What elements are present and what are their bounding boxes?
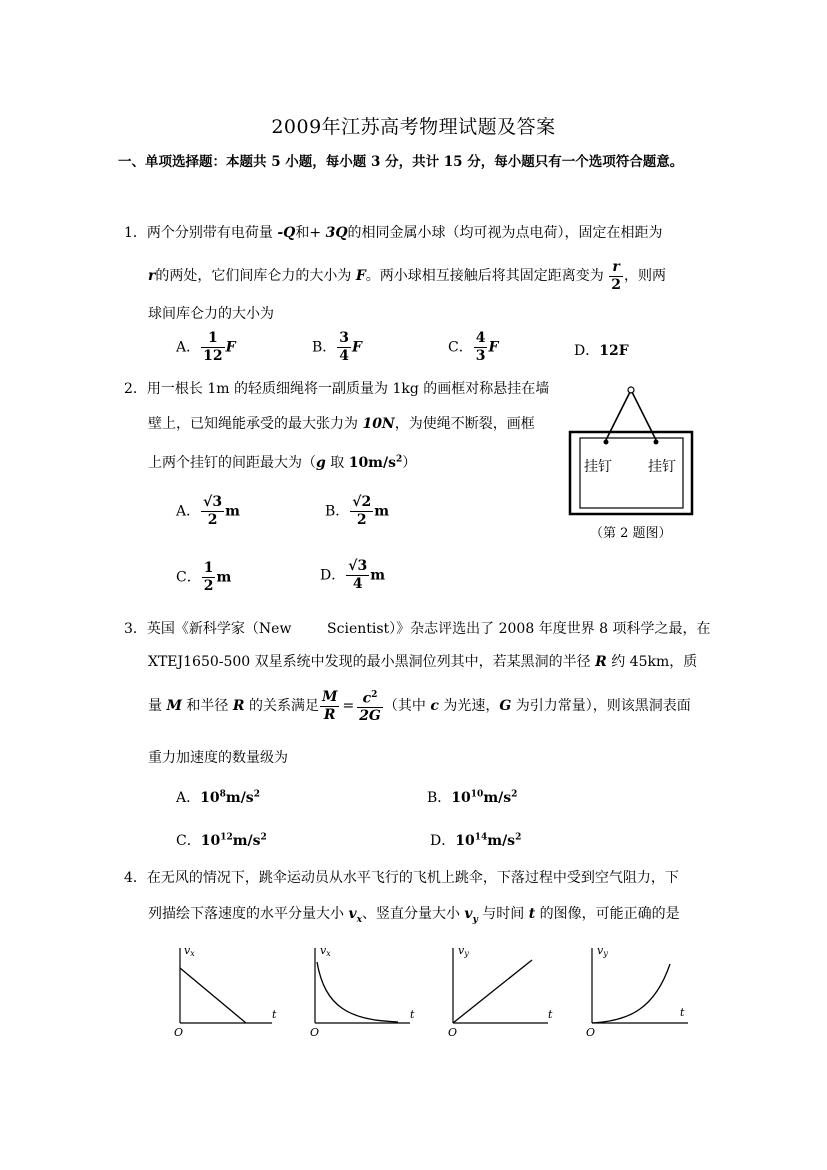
frac-denominator: 3 bbox=[475, 348, 486, 364]
q3-var-M: M bbox=[166, 698, 182, 714]
q2-text: 壁上，已知绳能承受的最大张力为 bbox=[148, 416, 363, 432]
q1-line-2 bbox=[148, 256, 666, 296]
q2-line-2 bbox=[148, 413, 535, 433]
q2-g-exponent: 2 bbox=[396, 454, 403, 465]
frac-numerator: √3 bbox=[348, 558, 368, 574]
frac-denominator: 12 bbox=[203, 348, 223, 364]
q1-text: 。两小球相互接触后将其固定距离变为 bbox=[365, 268, 609, 284]
origin-label: O bbox=[310, 1026, 320, 1038]
nail-left bbox=[604, 440, 609, 445]
unit-exponent: 2 bbox=[515, 832, 522, 843]
unit-exponent: 2 bbox=[253, 789, 260, 800]
page-title: 2009年江苏高考物理试题及答案 bbox=[271, 116, 556, 138]
radicand: 3 bbox=[357, 558, 368, 574]
option-base: 10 bbox=[455, 833, 475, 849]
q2-line-1 bbox=[124, 378, 549, 398]
var-c: c bbox=[362, 690, 372, 707]
q4-graph-4[interactable] bbox=[586, 944, 688, 1038]
option-value: 12F bbox=[599, 343, 629, 359]
frac-denominator: 2 bbox=[356, 512, 367, 528]
q3-option-b[interactable] bbox=[427, 787, 517, 807]
curve-linear-increase bbox=[453, 960, 532, 1023]
q1-option-c[interactable] bbox=[448, 330, 498, 365]
q3-eq-c2-over-2G bbox=[357, 687, 383, 726]
q3-text: 约 45km，质 bbox=[606, 654, 698, 670]
q2-var-g: g bbox=[316, 455, 326, 471]
q1-line-3: 球间库仑力的大小为 bbox=[148, 306, 274, 322]
nail-label-left: 挂钉 bbox=[584, 459, 612, 475]
frac-denominator: 2G bbox=[359, 708, 381, 725]
option-exponent: 8 bbox=[219, 789, 226, 800]
q2-text: ） bbox=[402, 455, 417, 471]
option-fraction bbox=[474, 330, 488, 365]
q3-option-a[interactable] bbox=[176, 787, 260, 807]
frac-denominator: 4 bbox=[352, 576, 363, 592]
q2-option-d[interactable] bbox=[320, 558, 385, 593]
q3-text: XTEJ1650-500 双星系统中发现的最小黑洞位列其中，若某黑洞的半径 bbox=[148, 654, 596, 670]
option-exponent: 10 bbox=[470, 789, 484, 800]
option-exponent: 14 bbox=[474, 832, 488, 843]
q3-line-4: 重力加速度的数量级为 bbox=[148, 750, 288, 766]
radicand: 2 bbox=[361, 494, 372, 510]
q3-var-G: G bbox=[499, 698, 512, 714]
q3-text: 为光速， bbox=[438, 698, 500, 714]
frac-numerator: √3 bbox=[203, 494, 223, 510]
q4-text: 与时间 bbox=[477, 906, 529, 922]
option-label: D． bbox=[320, 567, 346, 584]
option-symbol: F bbox=[225, 339, 236, 356]
nail-label-right: 挂钉 bbox=[648, 459, 676, 475]
option-fraction bbox=[202, 560, 216, 595]
q4-text: 列描绘下落速度的水平分量大小 bbox=[148, 906, 349, 922]
q4-vx-subscript: x bbox=[356, 914, 362, 925]
y-label: vy bbox=[597, 944, 608, 958]
q3-text: 为引力常量），则该黑洞表面 bbox=[511, 698, 691, 714]
q3-var-R: R bbox=[595, 654, 607, 670]
q4-var-t: t bbox=[528, 906, 536, 922]
q3-text: 和半径 bbox=[181, 698, 233, 714]
option-unit: m bbox=[374, 503, 390, 520]
q4-number: 4． bbox=[124, 870, 147, 886]
q2-tension: 10N bbox=[362, 416, 395, 432]
q3-line-3 bbox=[148, 686, 691, 726]
option-unit: m/s bbox=[225, 790, 254, 806]
option-unit: m bbox=[225, 503, 240, 520]
q4-line-1 bbox=[124, 867, 679, 887]
option-unit: m bbox=[370, 567, 386, 584]
wall-nail bbox=[628, 387, 634, 393]
q1-option-b[interactable] bbox=[312, 330, 362, 365]
frac-numerator: 1 bbox=[203, 560, 214, 576]
option-symbol: F bbox=[488, 339, 499, 356]
option-fraction bbox=[350, 494, 373, 529]
curve-linear-decrease bbox=[180, 968, 246, 1023]
frac-numerator: M bbox=[321, 688, 338, 705]
q4-graph-3[interactable] bbox=[448, 944, 553, 1038]
frac-numerator bbox=[357, 687, 383, 709]
frac-numerator: 4 bbox=[475, 330, 486, 346]
option-fraction bbox=[337, 330, 351, 365]
frac-denominator: R bbox=[323, 706, 336, 723]
unit-exponent: 2 bbox=[260, 832, 267, 843]
frac-numerator: r bbox=[609, 259, 623, 277]
origin-label: O bbox=[586, 1026, 596, 1038]
q1-number: 1． bbox=[124, 225, 147, 241]
option-label: D． bbox=[430, 833, 456, 849]
q3-eq-M-over-R bbox=[320, 689, 340, 724]
q3-line-1 bbox=[124, 618, 711, 638]
section-heading: 一、单项选择题：本题共 5 小题，每小题 3 分，共计 15 分，每小题只有一个选项符合题意。 bbox=[118, 154, 684, 170]
exponent: 2 bbox=[371, 689, 378, 700]
q3-text: 的关系满足 bbox=[244, 698, 319, 714]
q4-vy-subscript: y bbox=[472, 914, 478, 925]
q3-number: 3． bbox=[124, 621, 147, 637]
q4-line-2 bbox=[148, 903, 680, 925]
q3-line-2 bbox=[148, 651, 697, 671]
option-base: 10 bbox=[451, 790, 471, 806]
q1-option-a[interactable] bbox=[176, 330, 236, 365]
origin-label: O bbox=[448, 1026, 458, 1038]
q1-charge-pos: 3Q bbox=[325, 225, 348, 241]
q3-option-d[interactable] bbox=[430, 830, 521, 850]
q1-text: 的相同金属小球（均可视为点电荷），固定在相距为 bbox=[347, 225, 663, 241]
x-label: t bbox=[410, 1008, 415, 1021]
option-label: B． bbox=[325, 503, 350, 520]
q1-line-1 bbox=[124, 222, 663, 242]
q2-text: ，为使绳不断裂，画框 bbox=[394, 416, 535, 432]
q1-var-r: r bbox=[148, 268, 156, 284]
q2-frame-figure bbox=[560, 382, 700, 547]
option-label: A． bbox=[176, 339, 201, 356]
q2-option-b[interactable] bbox=[325, 494, 389, 529]
q1-text: 两个分别带有电荷量 bbox=[146, 225, 278, 241]
option-unit: m/s bbox=[232, 833, 261, 849]
q2-option-c[interactable] bbox=[176, 560, 231, 595]
equals-sign: = bbox=[342, 698, 355, 714]
frac-denominator: 2 bbox=[207, 512, 218, 528]
frac-numerator: 1 bbox=[201, 330, 224, 348]
option-label: A． bbox=[176, 790, 201, 806]
q1-fraction-r-over-2 bbox=[609, 259, 623, 294]
q3-var-R: R bbox=[232, 698, 245, 714]
q1-charge-neg: -Q bbox=[277, 225, 296, 241]
option-label: D． bbox=[574, 343, 600, 359]
q4-var-vx: v bbox=[348, 906, 357, 922]
option-unit: m bbox=[216, 569, 232, 586]
y-label: vx bbox=[184, 944, 195, 958]
option-label: C． bbox=[176, 569, 201, 586]
q4-text: 在无风的情况下，跳伞运动员从水平飞行的飞机上跳伞，下落过程中受到空气阻力，下 bbox=[146, 870, 679, 886]
q3-text: （其中 bbox=[383, 698, 431, 714]
frac-numerator: √2 bbox=[352, 494, 372, 510]
unit-exponent: 2 bbox=[511, 789, 518, 800]
option-base: 10 bbox=[200, 790, 220, 806]
q2-text: 上两个挂钉的间距最大为（ bbox=[148, 455, 316, 471]
q4-text: 、竖直分量大小 bbox=[361, 906, 465, 922]
q4-graphs bbox=[160, 938, 720, 1038]
y-label: vx bbox=[320, 944, 331, 958]
option-base: 10 bbox=[200, 833, 221, 849]
nail-right bbox=[654, 440, 659, 445]
q1-option-d[interactable] bbox=[574, 340, 629, 360]
option-label: C． bbox=[448, 339, 473, 356]
q3-option-c[interactable] bbox=[176, 830, 267, 850]
q1-text: 和+ bbox=[295, 225, 326, 241]
frac-denominator: 2 bbox=[611, 276, 621, 293]
q1-var-F: F bbox=[355, 268, 366, 284]
y-label: vy bbox=[458, 944, 469, 958]
option-label: B． bbox=[312, 339, 337, 356]
q1-text: 的两处，它们间库仑力的大小为 bbox=[155, 268, 356, 284]
origin-label: O bbox=[174, 1026, 184, 1038]
radicand: 3 bbox=[212, 494, 223, 510]
frac-denominator: 4 bbox=[339, 348, 350, 364]
option-exponent: 12 bbox=[220, 832, 233, 843]
q3-var-c: c bbox=[430, 698, 439, 714]
option-label: B． bbox=[427, 790, 452, 806]
q2-text: 取 bbox=[325, 455, 349, 471]
option-fraction bbox=[346, 558, 369, 593]
q2-line-3 bbox=[148, 452, 416, 472]
q4-graph-1[interactable] bbox=[174, 944, 277, 1038]
q2-number: 2． bbox=[124, 381, 147, 397]
q2-option-a[interactable] bbox=[176, 494, 240, 529]
x-label: t bbox=[272, 1008, 277, 1021]
curve-exp-growth bbox=[592, 964, 670, 1023]
frac-denominator: 2 bbox=[203, 578, 214, 594]
q3-text: 量 bbox=[148, 698, 167, 714]
option-unit: m/s bbox=[487, 833, 516, 849]
q3-text: 英国《新科学家（New Scientist）》杂志评选出了 2008 年度世界 8 项科学之最，在 bbox=[146, 621, 711, 637]
q2-g-value: 10m/s bbox=[348, 455, 396, 471]
x-label: t bbox=[548, 1008, 553, 1021]
x-label: t bbox=[680, 1006, 685, 1019]
option-fraction bbox=[201, 330, 224, 365]
figure-caption: （第 2 题图） bbox=[590, 526, 672, 541]
q1-text: ，则两 bbox=[624, 268, 666, 284]
option-fraction bbox=[201, 494, 224, 529]
option-unit: m/s bbox=[483, 790, 512, 806]
curve-exp-decay bbox=[317, 962, 398, 1022]
frac-numerator: 3 bbox=[339, 330, 350, 346]
option-symbol: F bbox=[352, 339, 362, 356]
q2-text: 用一根长 1m 的轻质细绳将一副质量为 1kg 的画框对称悬挂在墙 bbox=[146, 381, 550, 397]
option-label: A． bbox=[176, 503, 201, 520]
q4-text: 的图像，可能正确的是 bbox=[535, 906, 680, 922]
q4-graph-2[interactable] bbox=[310, 944, 415, 1038]
q4-var-vy: v bbox=[464, 906, 473, 922]
option-label: C． bbox=[176, 833, 201, 849]
